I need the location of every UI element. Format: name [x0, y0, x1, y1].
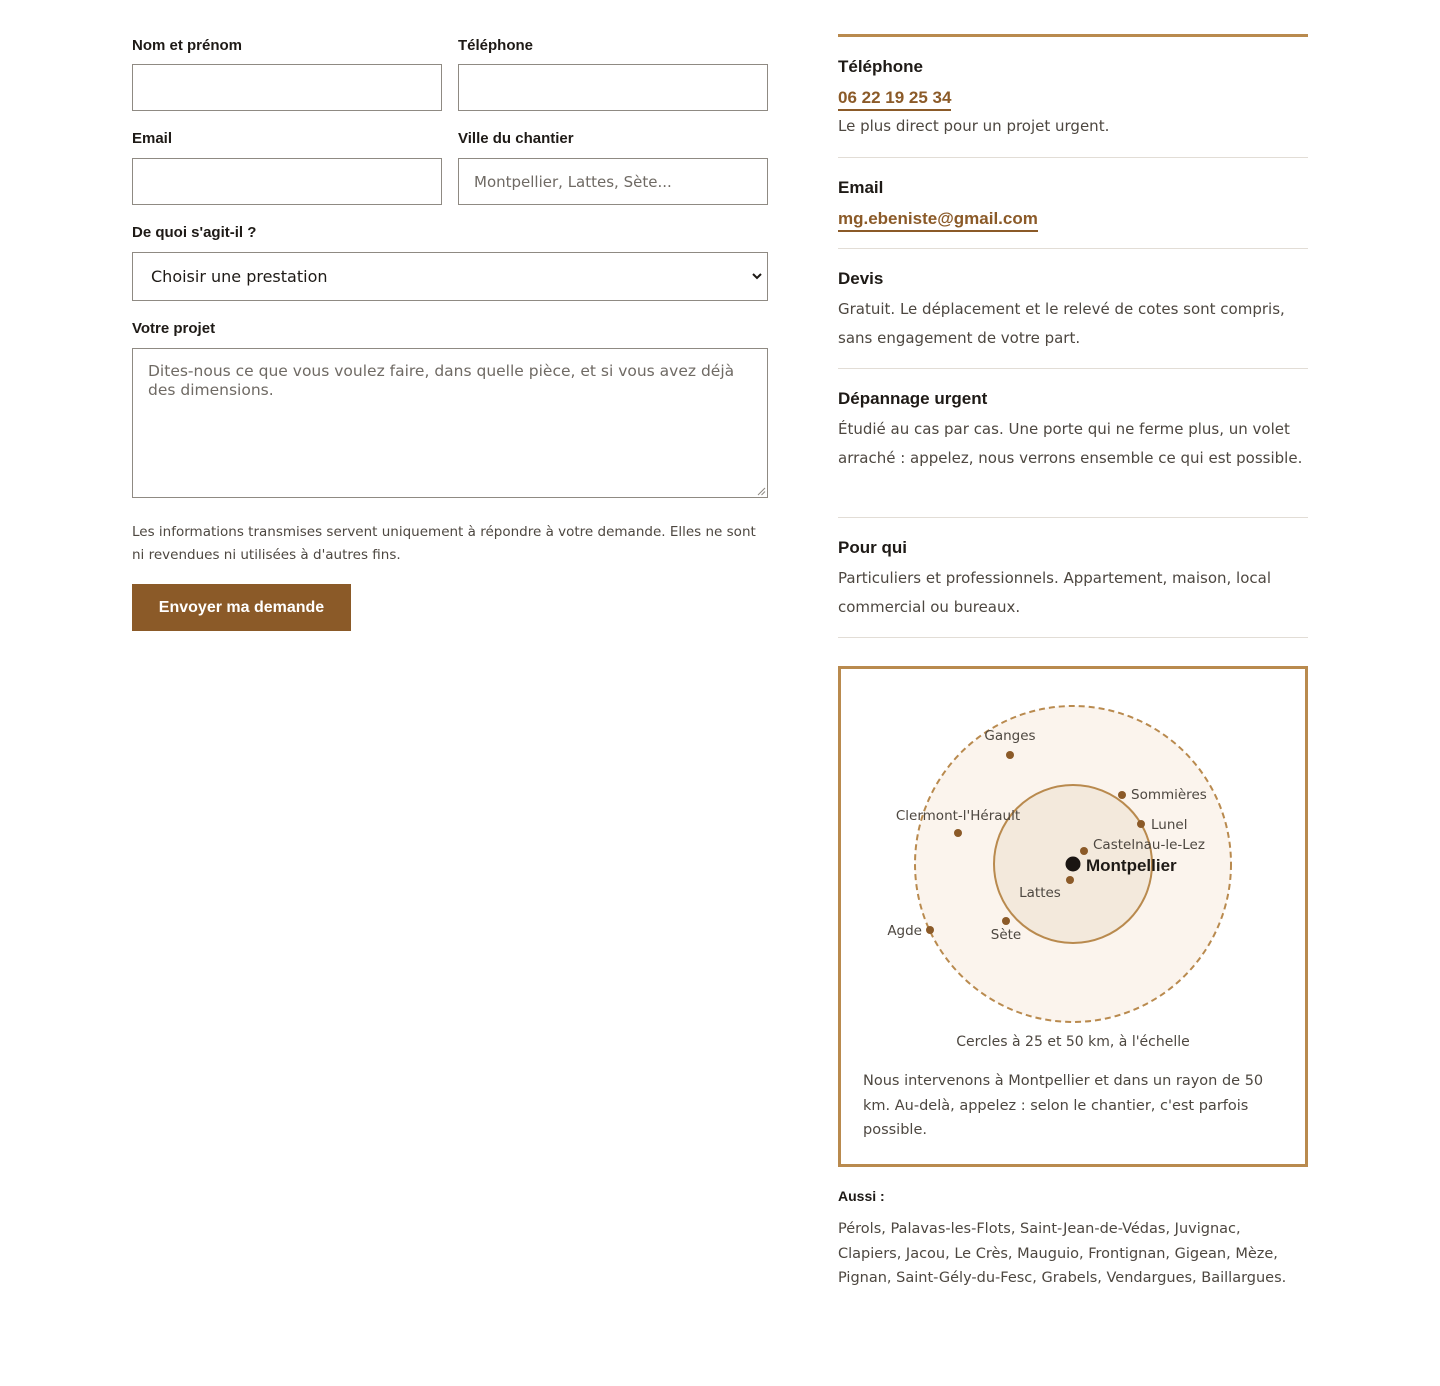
email-link[interactable]: mg.ebeniste@gmail.com: [838, 209, 1038, 232]
map-caption: Cercles à 25 et 50 km, à l'échelle: [956, 1034, 1190, 1050]
center-label: Montpellier: [1086, 856, 1177, 875]
map-description: Nous intervenons à Montpellier et dans un rayon de 50 km. Au-delà, appelez : selon le chantier, c'est parfois possible.: [863, 1073, 1264, 1138]
project-textarea[interactable]: [132, 348, 768, 498]
phone-title: Téléphone: [838, 57, 924, 76]
service-area-map: [838, 666, 1308, 1167]
city-label: Lunel: [1151, 817, 1188, 833]
divider: [838, 368, 1308, 369]
email-title: Email: [838, 178, 884, 197]
service-label: De quoi s'agit-il ?: [132, 224, 257, 241]
quote-text: Gratuit. Le déplacement et le relevé de cotes sont compris, sans engagement de votre part.: [838, 300, 1285, 347]
city-dot: [954, 829, 962, 837]
top-divider: [838, 34, 1308, 37]
radius-map: [841, 669, 1305, 1029]
city-label: Ville du chantier: [458, 130, 574, 147]
also-text: Pérols, Palavas-les-Flots, Saint-Jean-de-Védas, Juvignac, Clapiers, Jacou, Le Crès, Mauguio, Frontignan, Gigean, Mèze, Pignan, Saint-Gély-du-Fesc, Grabels, Vendargues, Baillargues.: [838, 1221, 1287, 1286]
privacy-notice: Les informations transmises servent uniquement à répondre à votre demande. Elles ne sont ni revendues ni utilisées à d'autres fins.: [132, 524, 756, 563]
phone-label: Téléphone: [458, 37, 534, 54]
city-label: Sète: [990, 927, 1022, 943]
city-label: Sommières: [1131, 787, 1207, 803]
city-dot: [1066, 876, 1074, 884]
quote-title: Devis: [838, 269, 884, 288]
name-label: Nom et prénom: [132, 37, 243, 54]
project-label: Votre projet: [132, 320, 216, 337]
city-dot: [1080, 847, 1088, 855]
city-label: Lattes: [1019, 885, 1061, 901]
resize-handle-icon[interactable]: [757, 487, 766, 496]
service-select-value: Choisir une prestation: [151, 267, 328, 286]
urgent-text: Étudié au cas par cas. Une porte qui ne ferme plus, un volet arraché : appelez, nous verrons ensemble ce qui est possible.: [838, 420, 1303, 467]
name-input[interactable]: [132, 64, 442, 111]
urgent-title: Dépannage urgent: [838, 389, 988, 408]
email-input[interactable]: [132, 158, 442, 205]
phone-input[interactable]: [458, 64, 768, 111]
city-input[interactable]: [458, 158, 768, 205]
city-label: Clermont-l'Hérault: [895, 808, 1021, 824]
also-title: Aussi :: [838, 1188, 885, 1204]
divider: [838, 637, 1308, 638]
city-label: Castelnau-le-Lez: [1093, 837, 1205, 853]
city-dot: [1137, 820, 1145, 828]
center-dot: [1066, 857, 1081, 872]
audience-text: Particuliers et professionnels. Appartement, maison, local commercial ou bureaux.: [838, 569, 1272, 616]
divider: [838, 248, 1308, 249]
city-label: Agde: [887, 923, 922, 939]
city-dot: [1118, 791, 1126, 799]
audience-title: Pour qui: [838, 538, 907, 557]
city-dot: [926, 926, 934, 934]
divider: [838, 157, 1308, 158]
divider: [838, 517, 1308, 518]
email-label: Email: [132, 130, 173, 147]
submit-button[interactable]: Envoyer ma demande: [132, 584, 351, 631]
phone-link[interactable]: 06 22 19 25 34: [838, 88, 951, 111]
chevron-down-icon: [751, 270, 763, 282]
city-label: Ganges: [984, 728, 1036, 744]
phone-text: Le plus direct pour un projet urgent.: [838, 117, 1110, 135]
service-select[interactable]: [132, 252, 768, 301]
city-dot: [1006, 751, 1014, 759]
city-dot: [1002, 917, 1010, 925]
